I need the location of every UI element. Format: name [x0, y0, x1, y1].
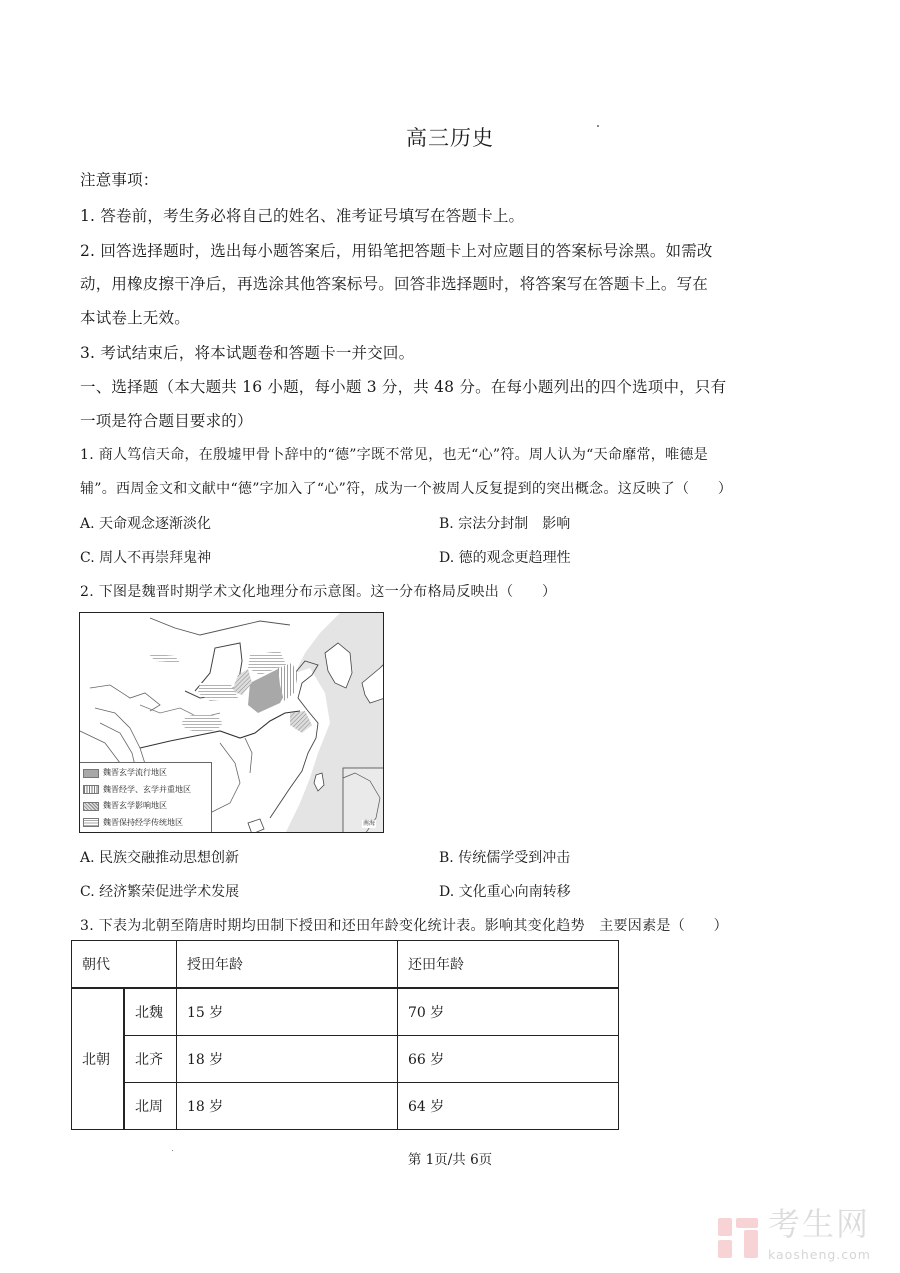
notice-heading: 注意事项：: [80, 171, 159, 189]
question-2-option-c[interactable]: C. 经济繁荣促进学术发展: [80, 884, 240, 900]
horizontal-pattern-swatch: [83, 818, 99, 827]
header-grant-age: 授田年龄: [177, 941, 398, 989]
grant-age-cell: 18 岁: [177, 1083, 398, 1130]
solid-pattern-swatch: [83, 769, 99, 778]
hatched-pattern-swatch: [83, 802, 99, 811]
question-1-option-a[interactable]: A. 天命观念逐渐淡化: [80, 516, 212, 532]
legend-item: [80, 798, 211, 815]
legend-label: 魏晋保持经学传统地区: [103, 817, 183, 827]
hainan-island: [248, 819, 264, 833]
northern-border: [150, 618, 290, 635]
table-row: [72, 1083, 619, 1130]
river: [210, 743, 240, 813]
kaosheng-logo-icon: [718, 1210, 758, 1260]
section-heading: 一、选择题（本大题共 16 小题，每小题 3 分，共 48 分。在每小题列出的四个选项中，只有: [80, 378, 727, 396]
header-dynasty: 朝代: [72, 941, 177, 989]
notice-line: 本试卷上无效。: [80, 309, 190, 327]
table-row: [72, 1036, 619, 1083]
region-xuanxue-influence: [290, 711, 312, 733]
question-2-option-b[interactable]: B. 传统儒学受到冲击: [439, 850, 571, 866]
return-age-cell: 70 岁: [398, 988, 619, 1036]
table-row: [72, 988, 619, 1036]
question-2-option-a[interactable]: A. 民族交融推动思想创新: [80, 850, 240, 866]
vertical-pattern-swatch: [83, 785, 99, 794]
dynasty-cell: 北齐: [124, 1036, 177, 1083]
notice-line: 1. 答卷前，考生务必将自己的姓名、准考证号填写在答题卡上。: [80, 207, 525, 225]
watermark-name-cn: 考生网: [768, 1205, 871, 1243]
dynasty-cell: 北周: [124, 1083, 177, 1130]
dynasty-cell: 北魏: [124, 988, 177, 1036]
river: [245, 738, 252, 773]
map-legend: [80, 762, 212, 832]
region-jingxue-traditional: [148, 653, 180, 663]
question-1-option-b[interactable]: B. 宗法分封制 影响: [439, 516, 571, 532]
inset-label: 南海: [363, 820, 376, 827]
return-age-cell: 66 岁: [398, 1036, 619, 1083]
legend-item: [80, 815, 211, 832]
legend-label: 魏晋经学、玄学并重地区: [103, 784, 191, 794]
region-xuanxue-influence: [232, 669, 252, 695]
question-3-stem: 3. 下表为北朝至隋唐时期均田制下授田和还田年龄变化统计表。影响其变化趋势 主要因素是（ ）: [80, 918, 728, 934]
yangtze-river: [140, 711, 300, 748]
section-heading: 一项是符合题目要求的）: [80, 412, 253, 430]
return-age-cell: 64 岁: [398, 1083, 619, 1130]
legend-item: [80, 765, 211, 782]
question-1-option-d[interactable]: D. 德的观念更趋理性: [439, 550, 571, 566]
question-1-stem: 1. 商人笃信天命，在殷墟甲骨卜辞中的“德”字既不常见，也无“心”符。周人认为“天命靡常，唯德是: [80, 447, 708, 463]
group-cell: 北朝: [72, 988, 125, 1130]
region-jingxue-traditional: [182, 714, 222, 732]
grant-age-cell: 15 岁: [177, 988, 398, 1036]
legend-label: 魏晋玄学影响地区: [103, 801, 167, 811]
notice-line: 3. 考试结束后，将本试题卷和答题卡一并交回。: [80, 344, 415, 362]
legend-label: 魏晋玄学流行地区: [103, 768, 167, 778]
table-header-row: [72, 941, 619, 989]
question-1-option-c[interactable]: C. 周人不再崇拜鬼神: [80, 550, 212, 566]
question-1-stem: 辅”。西周金文和文献中“德”字加入了“心”符，成为一个被周人反复提到的突出概念。这反映了（ ）: [80, 481, 733, 497]
page-indicator: 第 1页/共 6页: [407, 1152, 493, 1168]
notice-line: 动，用橡皮擦干净后，再选涂其他答案标号。回答非选择题时，将答案写在答题卡上。写在: [80, 275, 709, 293]
watermark-name-en: kaosheng.com: [768, 1247, 871, 1262]
stray-dot: [597, 125, 599, 127]
question-2-option-d[interactable]: D. 文化重心向南转移: [439, 884, 571, 900]
exam-title: 高三历史: [406, 126, 494, 150]
wei-jin-academic-map: [79, 612, 384, 833]
river: [90, 685, 160, 711]
notice-line: 2. 回答选择题时，选出每小题答案后，用铅笔把答题卡上对应题目的答案标号涂黑。如需改: [80, 242, 713, 260]
grant-age-cell: 18 岁: [177, 1036, 398, 1083]
legend-item: [80, 782, 211, 799]
header-return-age: 还田年龄: [398, 941, 619, 989]
question-2-stem: 2. 下图是魏晋时期学术文化地理分布示意图。这一分布格局反映出（ ）: [80, 584, 557, 600]
kaosheng-watermark: [718, 1205, 893, 1267]
land-age-table: [71, 940, 619, 1130]
region-jingxue-traditional: [198, 683, 238, 701]
